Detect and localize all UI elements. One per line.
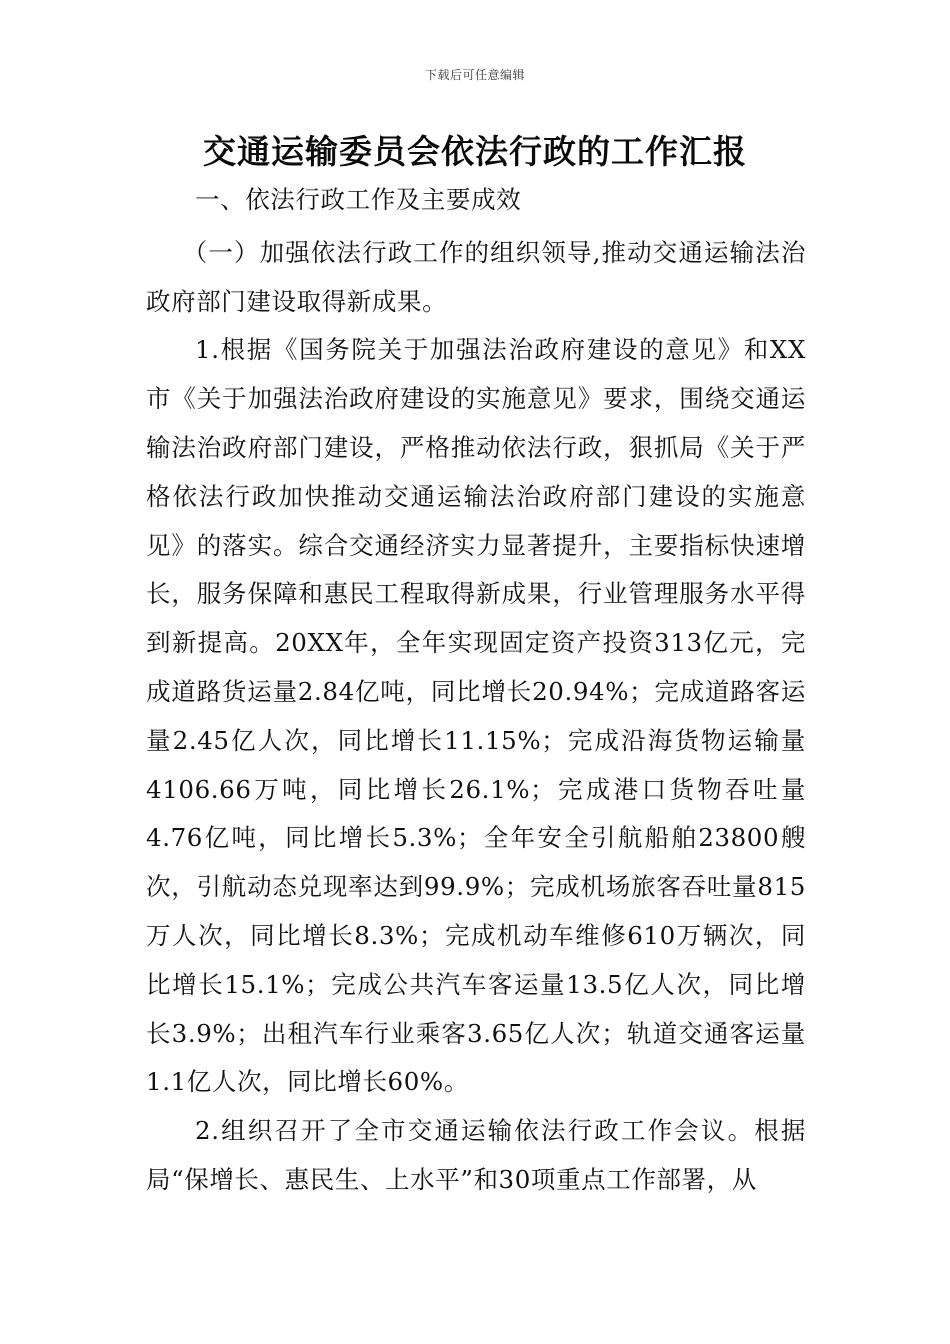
document-body (146, 176, 806, 1205)
paragraph-1: 1.根据《国务院关于加强法治政府建设的意见》和XX市《关于加强法治政府建设的实施意见》要求，围绕交通运输法治政府部门建设，严格推动依法行政，狠抓局《关于严格依法行政加快推动交通运输法治政府部门建设的实施意见》的落实。综合交通经济实力显著提升，主要指标快速增长，服务保障和惠民工程取得新成果，行业管理服务水平得到新提高。20XX年，全年实现固定资产投资313亿元，完成道路货运量2.84亿吨，同比增长20.94%；完成道路客运量2.45亿人次，同比增长11.15%；完成沿海货物运输量4106.66万吨，同比增长26.1%；完成港口货物吞吐量4.76亿吨，同比增长5.3%；全年安全引航船舶23800艘次，引航动态兑现率达到99.9%；完成机场旅客吞吐量815万人次，同比增长8.3%；完成机动车维修610万辆次，同比增长15.1%；完成公共汽车客运量13.5亿人次，同比增长3.9%；出租汽车行业乘客3.65亿人次；轨道交通客运量1.1亿人次，同比增长60%。 (146, 335, 806, 1097)
section-heading: 一、依法行政工作及主要成效 (195, 185, 522, 214)
header-note: 下载后可任意编辑 (424, 68, 525, 82)
paragraph-2: 2.组织召开了全市交通运输依法行政工作会议。根据局“保增长、惠民生、上水平”和30项重点工作部署，从 (146, 1116, 806, 1194)
sub-heading: （一）加强依法行政工作的组织领导,推动交通运输法治政府部门建设取得新成果。 (146, 237, 806, 316)
document-title: 交通运输委员会依法行政的工作汇报 (203, 132, 747, 171)
